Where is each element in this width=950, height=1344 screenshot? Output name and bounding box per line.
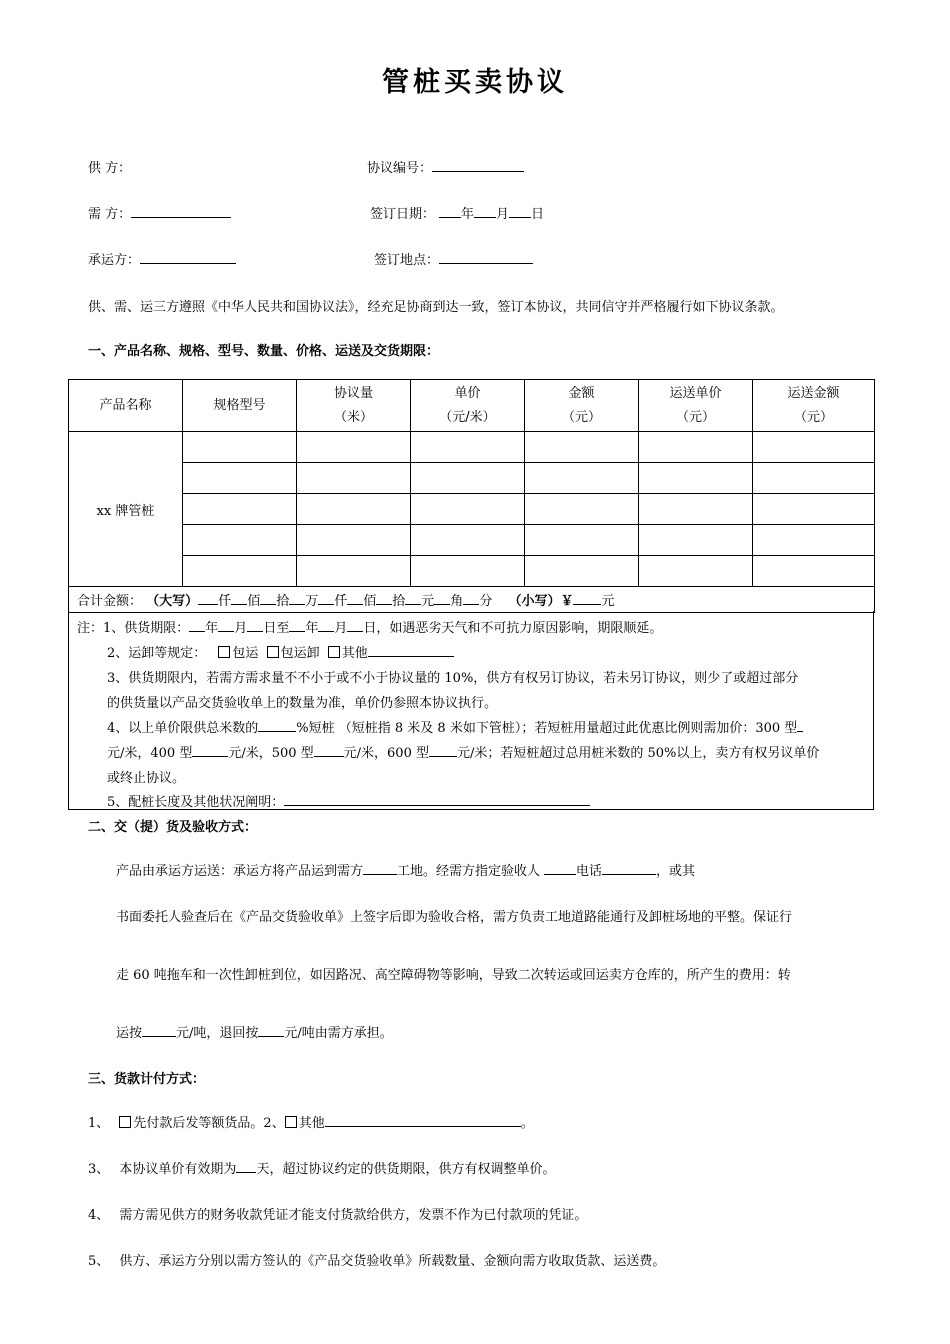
- table-header-row: [69, 380, 875, 432]
- table-cell[interactable]: [525, 432, 639, 463]
- table-cell[interactable]: [525, 494, 639, 525]
- note-1-label: 注：1、供货期限：: [77, 621, 190, 636]
- day-text: 日: [531, 207, 545, 222]
- agreement-no-label: 协议编号：: [367, 161, 433, 176]
- table-cell[interactable]: [753, 432, 875, 463]
- note-4-line1: [107, 717, 803, 736]
- note-text: 月: [234, 621, 248, 636]
- col-header: [183, 380, 297, 432]
- amount-blank[interactable]: [260, 591, 276, 605]
- table-cell[interactable]: [297, 432, 411, 463]
- col-header-line1: 金额: [568, 385, 595, 401]
- unit-text: 佰: [247, 594, 261, 609]
- note-text: 4、以上单价限供总米数的: [107, 721, 259, 736]
- section2-para-line1: [116, 860, 695, 879]
- sign-date-field[interactable]: [370, 203, 544, 222]
- item-number: 3、: [88, 1162, 110, 1177]
- percent-blank[interactable]: [258, 718, 296, 732]
- table-cell[interactable]: [411, 494, 525, 525]
- other-blank[interactable]: [368, 643, 454, 657]
- inspector-blank[interactable]: [544, 861, 576, 875]
- date-blank[interactable]: [347, 618, 363, 632]
- date-blank[interactable]: [189, 618, 205, 632]
- option-transport[interactable]: [218, 646, 258, 661]
- item-text: 供方、承运方分别以需方签认的《产品交货验收单》所载数量、金额向需方收取货款、运送费。: [119, 1254, 666, 1269]
- daxie-label: （大写）: [146, 594, 199, 609]
- para-text: 运按: [116, 1026, 143, 1041]
- sign-date-label: 签订日期：: [370, 207, 436, 222]
- note-text: %短桩 （短桩指 8 米及 8 米如下管桩）；若短桩用量超过此优惠比例则需加价：300 型: [296, 721, 798, 736]
- unit-text: 仟: [218, 594, 232, 609]
- col-header-line2: （米）: [333, 409, 373, 425]
- unit-text: 万: [305, 594, 319, 609]
- option-label: 包运: [232, 646, 259, 661]
- transfer-fee-blank[interactable]: [142, 1023, 176, 1037]
- para-text: 产品由承运方运送：承运方将产品运到需方: [116, 864, 364, 879]
- amount-blank[interactable]: [434, 591, 450, 605]
- checkbox-icon[interactable]: [285, 1116, 297, 1128]
- table-cell[interactable]: [639, 556, 753, 587]
- col-header: [753, 380, 875, 432]
- checkbox-icon[interactable]: [119, 1116, 131, 1128]
- table-cell[interactable]: [183, 463, 297, 494]
- checkbox-icon[interactable]: [328, 646, 340, 658]
- note-1: [77, 617, 662, 636]
- note-text: 日，如遇恶劣天气和不可抗力原因影响，期限顺延。: [363, 621, 663, 636]
- sign-month-blank[interactable]: [474, 204, 496, 218]
- col-header-line1: 规格型号: [213, 397, 266, 413]
- phone-blank[interactable]: [602, 861, 656, 875]
- table-cell[interactable]: [753, 556, 875, 587]
- note-text: 日至: [263, 621, 290, 636]
- date-blank[interactable]: [247, 618, 263, 632]
- table-cell[interactable]: [639, 463, 753, 494]
- carrier-label: 承运方：: [88, 253, 141, 268]
- sign-year-blank[interactable]: [439, 204, 461, 218]
- note-text: 5、配桩长度及其他状况阐明：: [107, 795, 285, 810]
- other-payment-blank[interactable]: [325, 1113, 521, 1127]
- item-text: 本协议单价有效期为: [119, 1162, 237, 1177]
- unit-text: 拾: [276, 594, 290, 609]
- amount-blank[interactable]: [289, 591, 305, 605]
- table-row: [69, 556, 875, 587]
- table-cell[interactable]: [411, 556, 525, 587]
- col-header-line2: （元）: [793, 409, 833, 425]
- table-cell[interactable]: [297, 463, 411, 494]
- option-label: 包运卸: [280, 646, 320, 661]
- amount-blank[interactable]: [231, 591, 247, 605]
- table-cell[interactable]: [411, 432, 525, 463]
- option-prepay[interactable]: [119, 1116, 284, 1131]
- unit-text: 仟: [334, 594, 348, 609]
- table-row: [69, 463, 875, 494]
- unit-text: 元: [421, 594, 435, 609]
- option-label: 其他: [341, 646, 368, 661]
- payment-item-4: [88, 1204, 587, 1223]
- validity-days-blank[interactable]: [236, 1159, 256, 1173]
- buyer-blank[interactable]: [131, 204, 231, 218]
- table-cell[interactable]: [753, 463, 875, 494]
- para-text: 元/吨，退回按: [176, 1026, 259, 1041]
- col-header-line2: （元）: [561, 409, 601, 425]
- item-number: 4、: [88, 1208, 110, 1223]
- table-cell[interactable]: [639, 432, 753, 463]
- table-row: [69, 494, 875, 525]
- item-text: 先付款后发等额货品。2、: [133, 1116, 285, 1131]
- col-header-line1: 运送金额: [787, 385, 840, 401]
- table-cell[interactable]: [753, 494, 875, 525]
- item-text: 天，超过协议约定的供货期限，供方有权调整单价。: [256, 1162, 556, 1177]
- item-text: 需方需见供方的财务收款凭证才能支付货款给供方，发票不作为已付款项的凭证。: [119, 1208, 588, 1223]
- price-blank[interactable]: [192, 743, 228, 757]
- amount-figure-blank[interactable]: [573, 591, 601, 605]
- para-text: 工地。经需方指定验收人: [397, 864, 541, 879]
- table-cell[interactable]: [183, 556, 297, 587]
- amount-blank[interactable]: [318, 591, 334, 605]
- unit-text: 角: [450, 594, 464, 609]
- notes-box: [68, 611, 874, 810]
- intro-paragraph: 供、需、运三方遵照《中华人民共和国协议法》，经充足协商到达一致，签订本协议，共同信守并严格履行如下协议条款。: [88, 300, 784, 315]
- carrier-field[interactable]: [88, 249, 236, 268]
- section1-heading: 一、产品名称、规格、型号、数量、价格、运送及交货期限：: [88, 344, 440, 359]
- payment-item-5: [88, 1250, 665, 1269]
- col-header: [525, 380, 639, 432]
- section2-para-line2: 书面委托人验查后在《产品交货验收单》上签字后即为验收合格，需方负责工地道路能通行及卸桩场地的平整。保证行: [116, 910, 793, 925]
- product-table: [68, 379, 875, 613]
- total-label: 合计金额：: [77, 594, 143, 609]
- note-4-line3: 或终止协议。: [107, 771, 186, 786]
- table-cell[interactable]: [297, 556, 411, 587]
- site-blank[interactable]: [363, 861, 397, 875]
- amount-blank[interactable]: [347, 591, 363, 605]
- yuan-text: 元: [601, 594, 615, 609]
- table-row: [69, 432, 875, 463]
- section3-heading: 三、货款计付方式：: [88, 1072, 206, 1087]
- item-number: 1、: [88, 1116, 110, 1131]
- agreement-no-blank[interactable]: [432, 158, 524, 172]
- col-header-line1: 产品名称: [99, 397, 152, 413]
- year-text: 年: [461, 207, 475, 222]
- table-cell[interactable]: [183, 432, 297, 463]
- carrier-blank[interactable]: [140, 250, 236, 264]
- table-cell[interactable]: [411, 463, 525, 494]
- col-header-line2: （元）: [675, 409, 715, 425]
- note-text: 年: [205, 621, 219, 636]
- buyer-label: 需 方：: [88, 207, 132, 222]
- item-text: 。: [520, 1116, 534, 1131]
- table-cell[interactable]: [525, 463, 639, 494]
- xiaoxie-label: （小写）￥: [508, 594, 574, 609]
- note-2-label: 2、运卸等规定：: [107, 646, 207, 661]
- col-header: [69, 380, 183, 432]
- note-text: 元/米；若短桩超过总用桩米数的 50%以上，卖方有权另议单价: [456, 746, 820, 761]
- item-text: 其他: [298, 1116, 325, 1131]
- amount-blank[interactable]: [405, 591, 421, 605]
- col-header: [297, 380, 411, 432]
- section2-heading: 二、交（提）货及验收方式：: [88, 820, 258, 835]
- para-text: 电话: [576, 864, 603, 879]
- col-header-line1: 运送单价: [669, 385, 722, 401]
- date-blank[interactable]: [289, 618, 305, 632]
- para-text: ，或其: [656, 864, 696, 879]
- payment-item-3: [88, 1158, 555, 1177]
- table-cell[interactable]: [639, 525, 753, 556]
- date-blank[interactable]: [318, 618, 334, 632]
- note-text: 元/米，400 型: [107, 746, 193, 761]
- sign-day-blank[interactable]: [509, 204, 531, 218]
- price-blank[interactable]: [429, 743, 457, 757]
- table-cell[interactable]: [525, 525, 639, 556]
- col-header-line1: 协议量: [333, 385, 373, 401]
- note-3-line2: 的供货量以产品交货验收单上的数量为准，单价仍参照本协议执行。: [107, 696, 498, 711]
- table-cell[interactable]: [183, 525, 297, 556]
- note-5: [107, 791, 590, 810]
- table-cell[interactable]: [753, 525, 875, 556]
- amount-blank[interactable]: [463, 591, 479, 605]
- buyer-field[interactable]: [88, 203, 231, 222]
- checkbox-icon[interactable]: [267, 646, 279, 658]
- checkbox-icon[interactable]: [218, 646, 230, 658]
- total-row: [69, 587, 875, 613]
- page-title: 管桩买卖协议: [382, 67, 568, 98]
- section2-para-line3: 走 60 吨拖车和一次性卸桩到位，如因路况、高空障碍物等影响，导致二次转运或回运卖方仓库的，所产生的费用：转: [116, 968, 791, 983]
- item-number: 5、: [88, 1254, 110, 1269]
- product-name-cell: xx 牌管桩: [69, 432, 183, 587]
- option-transport-unload[interactable]: [267, 646, 320, 661]
- option-other-payment[interactable]: [285, 1116, 325, 1131]
- sign-place-field[interactable]: [374, 249, 533, 268]
- amount-blank[interactable]: [198, 591, 218, 605]
- total-cell: [69, 587, 875, 613]
- agreement-no-field[interactable]: [367, 157, 524, 176]
- col-header-line2: （元/米）: [439, 409, 496, 425]
- note-text: 元/米，600 型: [343, 746, 429, 761]
- payment-item-1: [88, 1112, 534, 1131]
- table-cell[interactable]: [297, 494, 411, 525]
- col-header: [639, 380, 753, 432]
- table-cell[interactable]: [639, 494, 753, 525]
- note-3-line1: 3、供货期限内，若需方需求量不不小于或不小于协议量的 10%，供方有权另订协议，若未另订协议，则少了或超过部分: [107, 671, 799, 686]
- table-cell[interactable]: [411, 525, 525, 556]
- table-row: [69, 525, 875, 556]
- return-fee-blank[interactable]: [258, 1023, 284, 1037]
- supplier-field: [88, 157, 131, 176]
- note-text: 月: [334, 621, 348, 636]
- sign-place-label: 签订地点：: [374, 253, 440, 268]
- supplier-label: 供 方：: [88, 161, 132, 176]
- option-other[interactable]: [328, 646, 454, 661]
- unit-text: 佰: [363, 594, 377, 609]
- note-text: 年: [305, 621, 319, 636]
- para-text: 元/吨由需方承担。: [284, 1026, 393, 1041]
- note-text: 元/米，500 型: [228, 746, 314, 761]
- sign-place-blank[interactable]: [439, 250, 533, 264]
- table-cell[interactable]: [183, 494, 297, 525]
- date-blank[interactable]: [218, 618, 234, 632]
- unit-text: 拾: [392, 594, 406, 609]
- pile-length-blank[interactable]: [284, 792, 590, 806]
- note-4-line2: [107, 742, 819, 761]
- note-2: [107, 642, 454, 661]
- month-text: 月: [496, 207, 510, 222]
- table-cell[interactable]: [525, 556, 639, 587]
- table-cell[interactable]: [297, 525, 411, 556]
- col-header-line1: 单价: [454, 385, 481, 401]
- section2-para-line4: [116, 1022, 393, 1041]
- unit-text: 分: [479, 594, 493, 609]
- price-blank[interactable]: [314, 743, 344, 757]
- price-blank[interactable]: [797, 718, 803, 732]
- amount-blank[interactable]: [376, 591, 392, 605]
- col-header: [411, 380, 525, 432]
